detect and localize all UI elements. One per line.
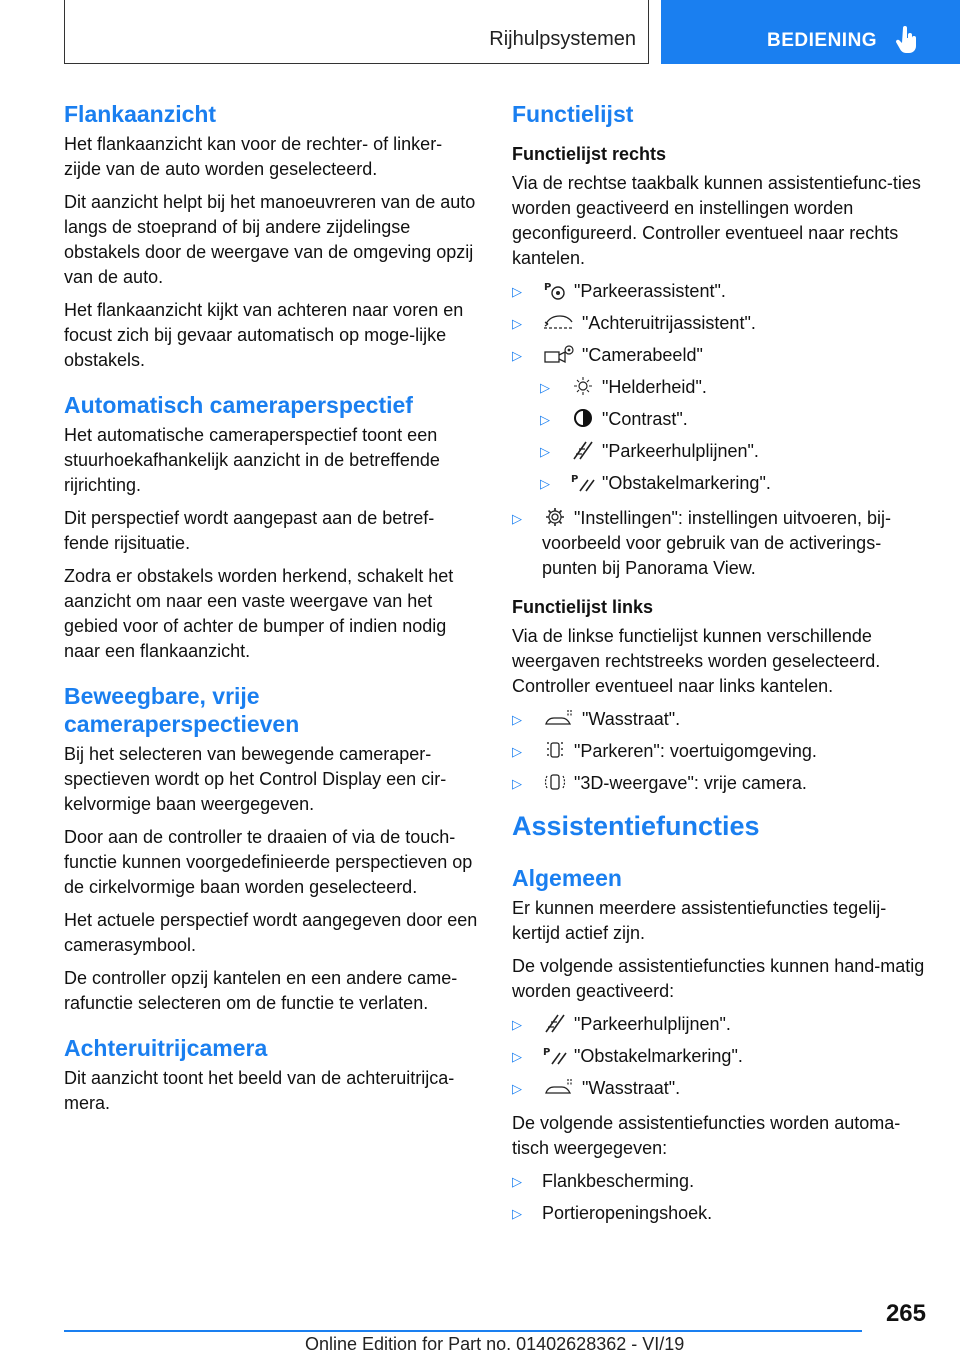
- gear-icon: [542, 507, 568, 527]
- list-item: ▷ "Parkeren": voertuigomgeving.: [512, 739, 928, 764]
- bullet: ▷: [512, 348, 522, 363]
- footer-edition: Online Edition for Part no. 01402628362 - VI/19: [305, 1334, 685, 1354]
- list-item: ▷ P "Obstakelmarkering".: [540, 471, 928, 496]
- list-item: ▷ P "Obstakelmarkering".: [512, 1044, 928, 1069]
- paragraph: De controller opzij kantelen en een andere came-rafunctie selecteren om de functie te verlaten.: [64, 968, 458, 1013]
- heading-functielijst: Functielijst: [512, 101, 634, 127]
- paragraph: De volgende assistentiefuncties worden automa-tisch weergegeven:: [512, 1113, 901, 1158]
- settings-list: [512, 506, 928, 581]
- page-number: 265: [885, 1300, 926, 1327]
- parking-lines-icon: [542, 1013, 568, 1033]
- bullet: ▷: [512, 1081, 522, 1096]
- paragraph: Er kunnen meerdere assistentiefuncties tegelij-kertijd actief zijn.: [512, 898, 887, 943]
- list-item: ▷ "3D-weergave": vrije camera.: [512, 771, 928, 796]
- paragraph: Het automatische cameraperspectief toont een stuurhoekafhankelijk aanzicht in de betreffende rijrichting.: [64, 425, 440, 495]
- list-item: ▷ "Parkeerhulplijnen".: [540, 439, 928, 464]
- camera-sub-list: [512, 375, 928, 496]
- contrast-icon: [570, 408, 596, 428]
- header-section-box: [64, 0, 649, 64]
- paragraph: Dit aanzicht toont het beeld van de achteruitrijca-mera.: [64, 1068, 455, 1113]
- paragraph: Het actuele perspectief wordt aangegeven door een camerasymbool.: [64, 910, 478, 955]
- list-item: ▷ "Camerabeeld": [512, 343, 928, 368]
- bullet: ▷: [512, 712, 522, 727]
- car-wash-icon: [542, 708, 576, 728]
- 3d-view-icon: [542, 772, 568, 792]
- header-section-title: Rijhulpsystemen: [489, 28, 636, 50]
- heading-assistentiefuncties: Assistentiefuncties: [512, 811, 760, 841]
- camera-view-icon: [542, 344, 576, 364]
- paragraph: Bij het selecteren van bewegende cameraper-spectieven wordt op het Control Display een cir-kelvormige baan weergegeven.: [64, 744, 447, 814]
- svg-text:P: P: [571, 474, 579, 485]
- paragraph: Via de linkse functielijst kunnen verschillende weergaven rechtstreeks worden geselecteerd. Controller eventueel naar links kantelen.: [512, 626, 881, 696]
- paragraph: Door aan de controller te draaien of via de touch-functie kunnen voorgedefinieerde perspectieven op de cirkelvormige baan worden geselecteerd.: [64, 827, 473, 897]
- paragraph: Dit perspectief wordt aangepast aan de betref-fende rijsituatie.: [64, 508, 435, 553]
- bullet: ▷: [512, 1206, 522, 1221]
- list-item: ▷ "Contrast".: [540, 407, 928, 432]
- header-chapter-title: BEDIENING: [767, 30, 878, 51]
- parking-surroundings-icon: [542, 740, 568, 760]
- obstacle-marking-icon: [542, 1045, 568, 1065]
- left-column: [64, 100, 478, 1124]
- bullet: ▷: [512, 1049, 522, 1064]
- obstacle-marking-icon: [570, 472, 596, 492]
- list-item: ▷ "Wasstraat".: [512, 1076, 928, 1101]
- list-item: ▷ "Helderheid".: [540, 375, 928, 400]
- right-column: [512, 100, 928, 1236]
- parking-lines-icon: [570, 440, 596, 460]
- hand-pointer-icon: [895, 26, 919, 54]
- rechts-list: [512, 279, 928, 368]
- list-item: ▷ "Parkeerhulplijnen".: [512, 1012, 928, 1037]
- parking-assist-icon: [542, 280, 568, 300]
- bullet: ▷: [540, 412, 550, 427]
- heading-flankaanzicht: Flankaanzicht: [64, 101, 217, 127]
- bullet: ▷: [540, 380, 550, 395]
- paragraph: De volgende assistentiefuncties kunnen hand-matig worden geactiveerd:: [512, 956, 925, 1001]
- car-wash-icon: [542, 1077, 576, 1097]
- list-item: ▷ "Wasstraat".: [512, 707, 928, 732]
- links-list: [512, 707, 928, 796]
- bullet: ▷: [512, 316, 522, 331]
- paragraph: Het flankaanzicht kijkt van achteren naar voren en focust zich bij gevaar automatisch op moge-lijke obstakels.: [64, 300, 464, 370]
- bullet: ▷: [512, 1017, 522, 1032]
- paragraph: Via de rechtse taakbalk kunnen assistentiefunc-ties worden geactiveerd en instellingen worden geconfigureerd. Controller eventueel naar rechts kantelen.: [512, 173, 921, 268]
- paragraph: Het flankaanzicht kan voor de rechter- of linker-zijde van de auto worden geselecteerd.: [64, 134, 443, 179]
- list-item: ▷ Flankbescherming.: [512, 1169, 928, 1194]
- bullet: ▷: [512, 776, 522, 791]
- brightness-icon: [570, 376, 596, 396]
- header-chapter-tab: [661, 0, 960, 64]
- heading-automatisch: Automatisch cameraperspectief: [64, 392, 413, 418]
- heading-algemeen: Algemeen: [512, 865, 622, 891]
- manual-assist-list: [512, 1012, 928, 1101]
- footer-divider: [64, 1330, 862, 1332]
- bullet: ▷: [512, 1174, 522, 1189]
- heading-beweegbare: Beweegbare, vrije cameraperspectieven: [64, 683, 300, 737]
- list-item: ▷ "Achteruitrijassistent".: [512, 311, 928, 336]
- bullet: ▷: [540, 444, 550, 459]
- paragraph: Dit aanzicht helpt bij het manoeuvreren van de auto langs de stoeprand of bij andere zijdelingse obstakels door de weergave van de omgeving opzij van de auto.: [64, 192, 476, 287]
- list-item: ▷ Portieropeningshoek.: [512, 1201, 928, 1226]
- auto-assist-list: [512, 1169, 928, 1226]
- heading-functielijst-links: Functielijst links: [512, 597, 654, 617]
- list-item: ▷ P "Parkeerassistent".: [512, 279, 928, 304]
- list-item: ▷ "Instellingen": instellingen uitvoeren, bij-voorbeeld voor gebruik van de activerings-punten bij Panorama View.: [512, 508, 891, 578]
- svg-text:P: P: [543, 1047, 551, 1058]
- bullet: ▷: [540, 476, 550, 491]
- reversing-assist-icon: [542, 312, 576, 332]
- heading-achteruitrijcamera: Achteruitrijcamera: [64, 1035, 268, 1061]
- paragraph: Zodra er obstakels worden herkend, schakelt het aanzicht om naar een vaste weergave van het gebied voor of achter de bumper of indien nodig naar een flankaanzicht.: [64, 566, 454, 661]
- heading-functielijst-rechts: Functielijst rechts: [512, 144, 667, 164]
- bullet: ▷: [512, 744, 522, 759]
- svg-text:P: P: [544, 282, 552, 293]
- bullet: ▷: [512, 511, 522, 526]
- bullet: ▷: [512, 284, 522, 299]
